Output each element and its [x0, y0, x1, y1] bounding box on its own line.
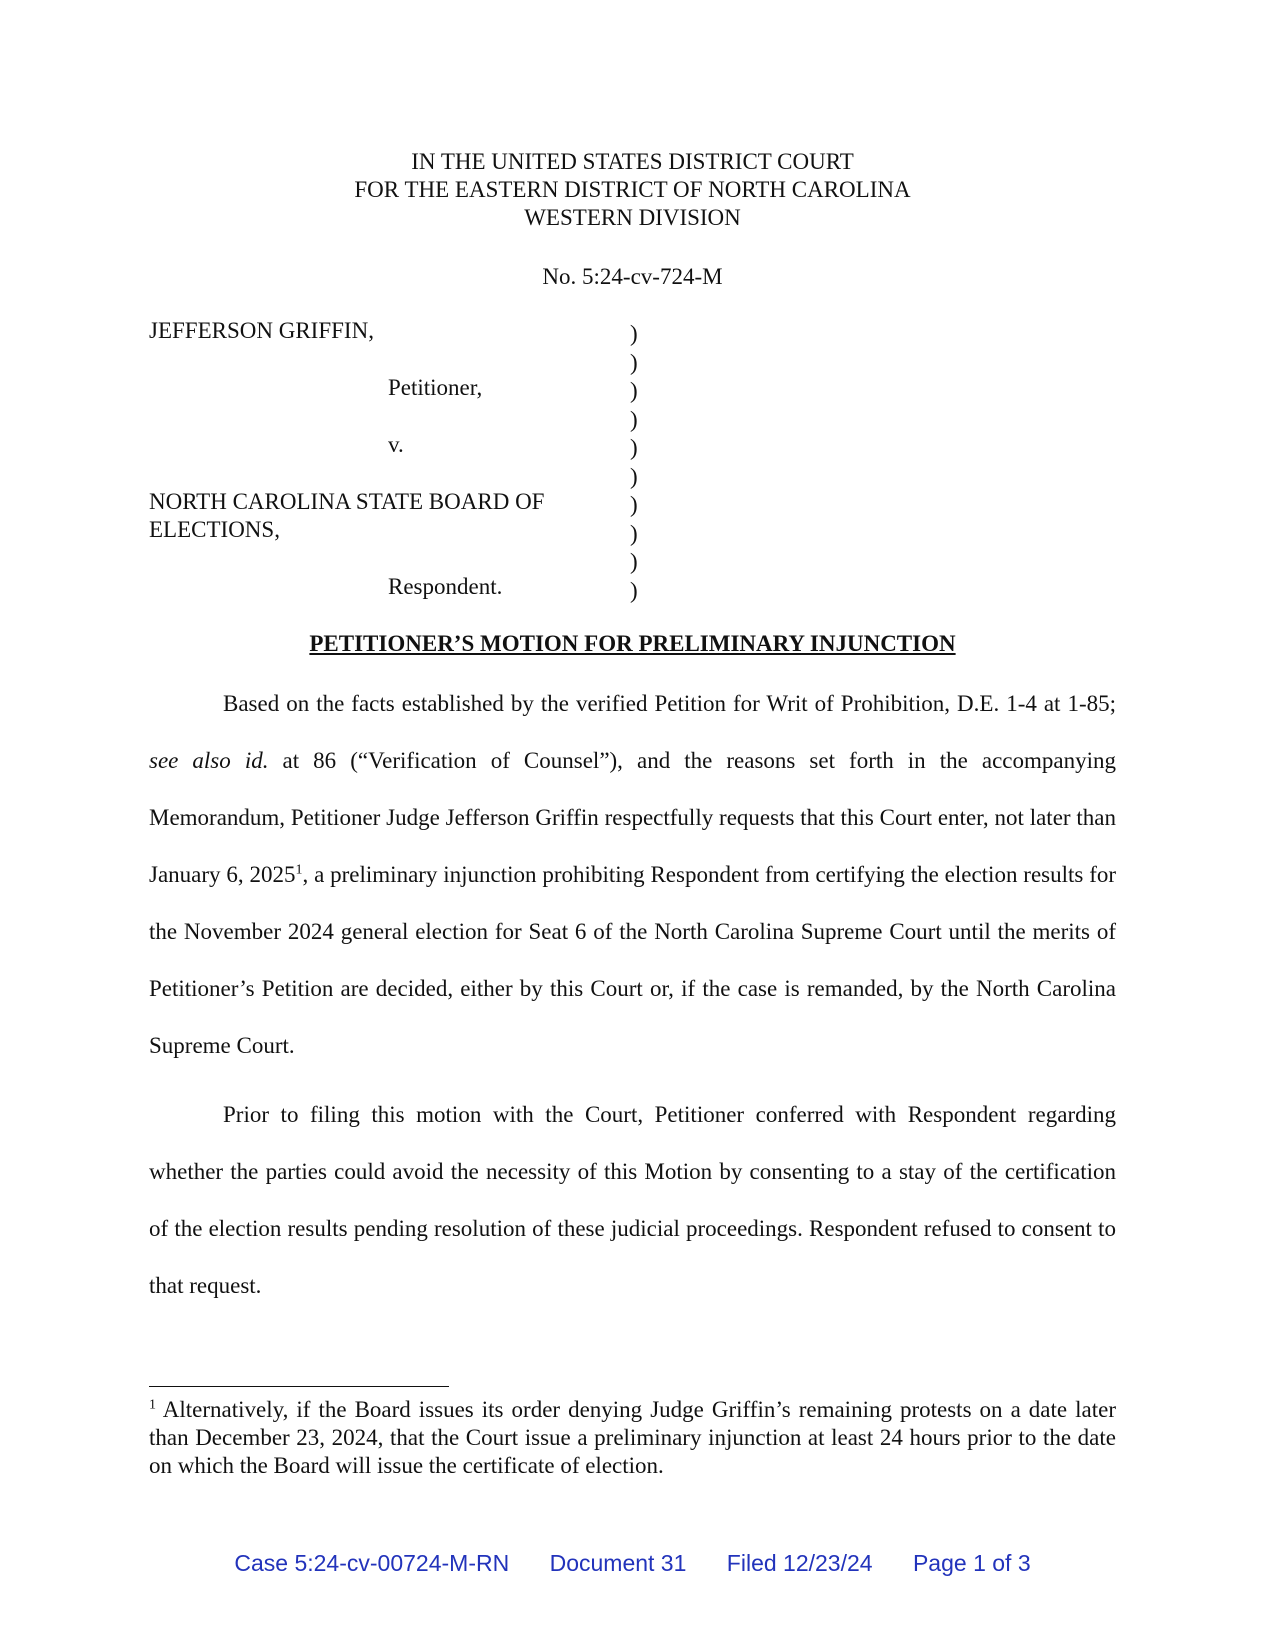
petitioner-role: Petitioner,: [388, 375, 483, 400]
petitioner-name: JEFFERSON GRIFFIN,: [149, 318, 374, 343]
paragraph-1-text-a: Based on the facts established by the verified Petition for Writ of Prohibition, D.E. 1-4 at 1-85;: [223, 691, 1116, 716]
caption-paren: ): [630, 435, 638, 460]
footnote-divider: [149, 1386, 449, 1387]
caption-parentheses: [630, 320, 638, 605]
caption-paren: ): [630, 492, 638, 517]
versus-label: v.: [388, 432, 404, 457]
court-district: FOR THE EASTERN DISTRICT OF NORTH CAROLINA: [354, 177, 911, 202]
footer-document-number: Document 31: [549, 1550, 687, 1576]
caption-paren: ): [630, 549, 638, 574]
caption-paren: ): [630, 463, 638, 489]
court-name: IN THE UNITED STATES DISTRICT COURT: [411, 149, 854, 174]
court-division: WESTERN DIVISION: [524, 205, 741, 230]
court-heading: [0, 148, 1265, 232]
paragraph-1-text-c: , a preliminary injunction prohibiting Respondent from certifying the election results for the November 2024 general election for Seat 6 of the North Carolina Supreme Court until the merits of Petitioner’s Petition are decided, either by this Court or, if the case is remanded, by the North Carolina Supreme Court.: [149, 862, 1117, 1058]
paragraph-1-text-b: at 86 (“Verification of Counsel”), and the reasons set forth in the accompanying Memorandum, Petitioner Judge Jefferson Griffin respectfully requests that this Court enter, not later than January 6, 2025: [149, 748, 1117, 887]
caption-paren: ): [630, 321, 638, 346]
caption-paren: ): [630, 378, 638, 403]
respondent-role: Respondent.: [388, 574, 503, 599]
footnote-text: Alternatively, if the Board issues its order denying Judge Griffin’s remaining protests on a date later than December 23, 2024, that the Court issue a preliminary injunction at least 24 hours prior to the date on which the Board will issue the certificate of election.: [149, 1397, 1116, 1478]
footer-page-number: Page 1 of 3: [912, 1550, 1031, 1576]
caption-paren: ): [630, 577, 638, 603]
respondent-name-line1: NORTH CAROLINA STATE BOARD OF: [149, 489, 545, 514]
body-paragraph-2: Prior to filing this motion with the Court, Petitioner conferred with Respondent regarding whether the parties could avoid the necessity of this Motion by consenting to a stay of the certification of the election results pending resolution of these judicial proceedings. Respondent refused to consent to that request.: [149, 1102, 1116, 1298]
respondent-name-line2: ELECTIONS,: [149, 517, 280, 542]
footer-filed-date: Filed 12/23/24: [726, 1550, 873, 1576]
caption-paren: ): [630, 406, 638, 432]
caption-paren: ): [630, 349, 638, 375]
footnote: [149, 1396, 1116, 1480]
case-number: No. 5:24-cv-724-M: [542, 264, 723, 289]
footnote-reference[interactable]: 1: [295, 862, 303, 878]
body-paragraph-1: [149, 675, 1116, 1074]
ecf-header-footer: [0, 1550, 1265, 1577]
footer-case-number: Case 5:24-cv-00724-M-RN: [234, 1550, 510, 1576]
citation-italic: see also id.: [149, 748, 269, 773]
caption-paren: ): [630, 520, 638, 546]
footnote-marker: 1: [149, 1397, 156, 1413]
motion-title: PETITIONER’S MOTION FOR PRELIMINARY INJUNCTION: [309, 631, 956, 656]
